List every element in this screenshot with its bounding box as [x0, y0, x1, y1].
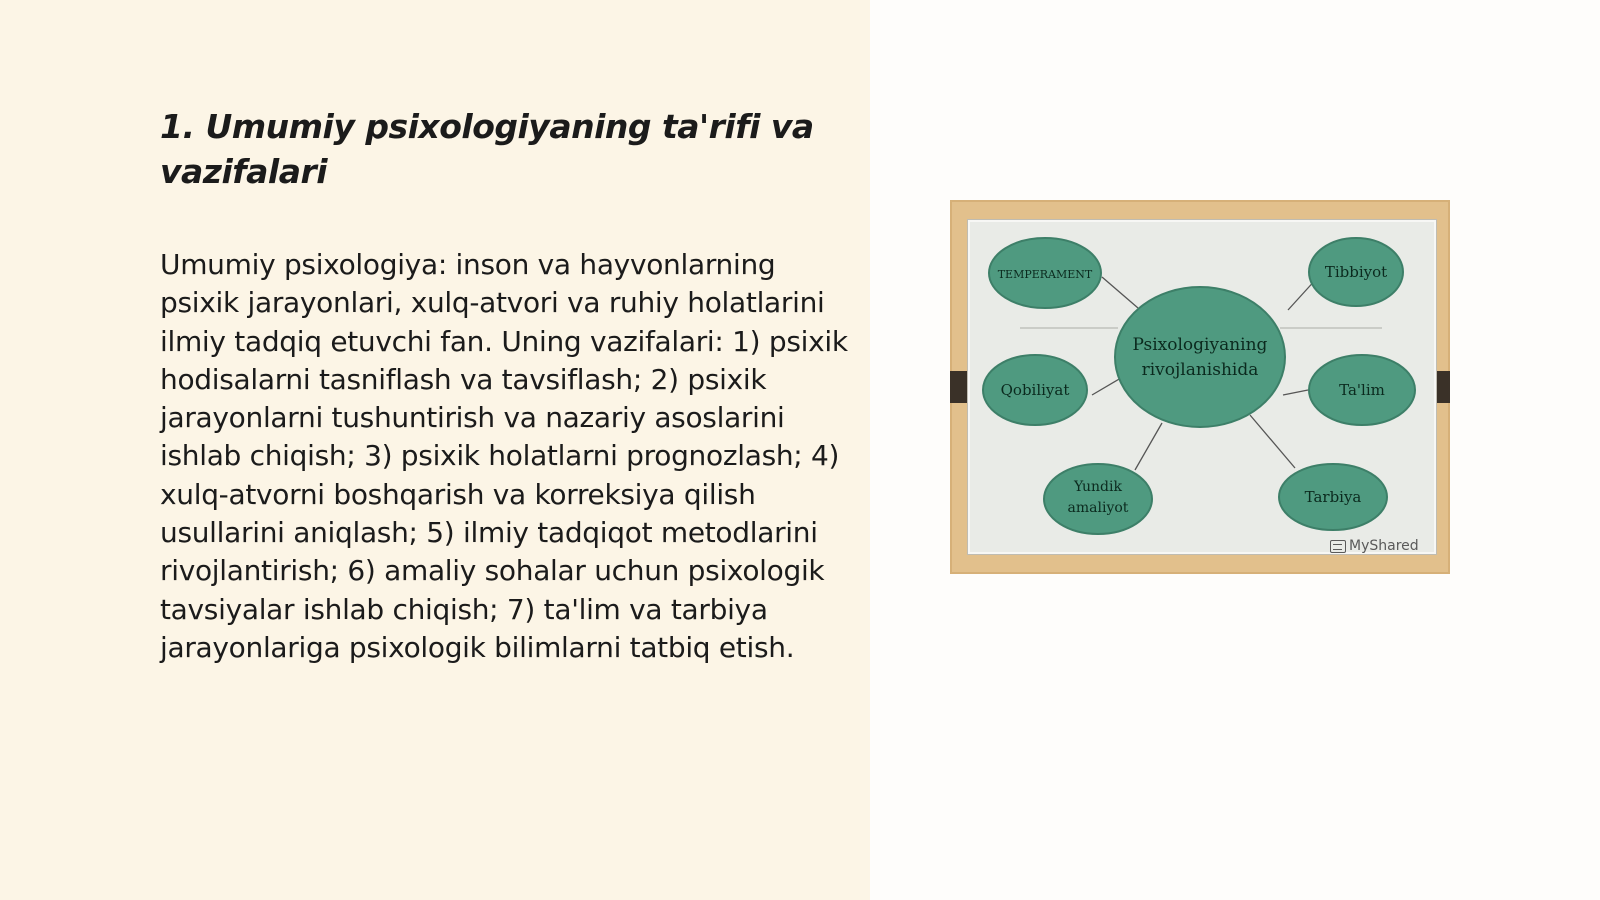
center-node — [1115, 287, 1285, 427]
connector-temperament — [1102, 277, 1138, 308]
node-tibbiyot-label: Tibbiyot — [1324, 263, 1388, 281]
node-temperament-label: TEMPERAMENT — [997, 268, 1093, 281]
slide-title: 1. Umumiy psixologiyaning ta'rifi va vazifalari — [160, 107, 814, 191]
myshared-logo-icon — [1330, 540, 1346, 553]
node-tarbiya-label: Tarbiya — [1304, 488, 1362, 506]
node-yundik-amaliyot — [1044, 464, 1152, 534]
node-yundik-label-1: Yundik — [1074, 479, 1122, 495]
connector-yundik — [1135, 423, 1162, 470]
node-talim-label: Ta'lim — [1339, 381, 1385, 399]
node-yundik-label-2: amaliyot — [1067, 500, 1129, 516]
connector-talim — [1283, 390, 1308, 395]
watermark-label: MyShared — [1349, 538, 1419, 554]
connector-tarbiya — [1250, 415, 1295, 468]
diagram-image — [950, 200, 1450, 574]
watermark — [1330, 538, 1419, 554]
mind-map — [950, 200, 1450, 574]
center-node-label-2: rivojlanishida — [1141, 360, 1259, 380]
slide-body-text: Umumiy psixologiya: inson va hayvonlarning psixik jarayonlari, xulq-atvori va ruhiy holatlarini ilmiy tadqiq etuvchi fan. Uning vazifalari: 1) psixik hodisalarni tasniflash va tavsiflash; 2) psixik jarayonlarni tushuntirish va nazariy asoslarini ishlab chiqish; 3) psixik holatlarni prognozlash; 4) xulq-atvorni boshqarish va korreksiya qilish usullarini aniqlash; 5) ilmiy tadqiqot metodlarini rivojlantirish; 6) amaliy sohalar uchun psixologik tavsiyalar ishlab chiqish; 7) ta'lim va tarbiya jarayonlariga psixologik bilimlarni tatbiq etish. — [160, 248, 848, 664]
center-node-label-1: Psixologiyaning — [1132, 335, 1268, 355]
node-qobiliyat-label: Qobiliyat — [1000, 381, 1070, 399]
